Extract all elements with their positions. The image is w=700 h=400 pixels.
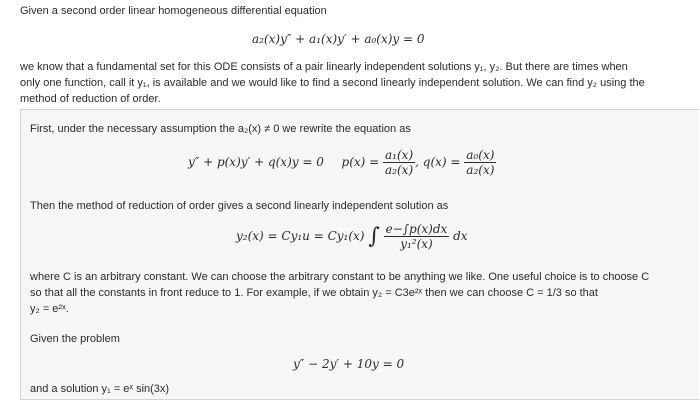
q-numerator: a₀(x) — [466, 148, 495, 162]
rewritten-lhs: y″ + p(x)y′ + q(x)y = 0 — [188, 155, 324, 169]
intro-heading: Given a second order linear homogeneous differential equation — [20, 5, 327, 17]
y2-denominator: y₁²(x) — [400, 237, 433, 251]
intro-paragraph-line-3: method of reduction of order. — [20, 93, 161, 105]
y2-numerator: e−∫p(x)dx — [385, 222, 448, 236]
p-label: p(x) = — [341, 155, 380, 169]
p-fraction — [383, 148, 415, 177]
ode-equation: a₂(x)y″ + a₁(x)y′ + a₀(x)y = 0 — [252, 32, 425, 46]
y2-formula — [236, 222, 468, 251]
q-denominator: a₂(x) — [466, 163, 495, 177]
problem-equation: y″ − 2y′ + 10y = 0 — [293, 357, 405, 371]
integral-sign: ∫ — [368, 224, 380, 249]
y2-fraction — [384, 222, 450, 251]
p-numerator: a₁(x) — [385, 148, 414, 162]
given-problem-label: Given the problem — [30, 333, 120, 345]
p-denominator: a₂(x) — [385, 163, 414, 177]
where-line-2: so that all the constants in front reduce to 1. For example, if we obtain y₂ = C3e²ˣ then we can choose C = 1/3 so that — [30, 287, 598, 299]
rewritten-equation: y″ + p(x)y′ + q(x)y = 0 p(x) = $\frac{\text{a₁(x)}}{\text{a₂(x)}}$ , q(x) = $\frac{\text{a₀(x)}}{\text{a₂(x)}}$ — [188, 148, 495, 177]
intro-paragraph-line-1: we know that a fundamental set for this ODE consists of a pair linearly independent solutions y₁, y₂. But there are times when — [20, 61, 628, 73]
y2-dx: dx — [453, 229, 468, 243]
intro-paragraph-line-2: only one function, call it y₁, is available and we would like to find a second linearly independent solution. We can find y₂ using the — [20, 77, 645, 89]
q-fraction — [464, 148, 496, 177]
where-line-3: y₂ = e²ˣ. — [30, 303, 69, 315]
intro-section — [0, 0, 700, 109]
assumption-text: First, under the necessary assumption the a₂(x) ≠ 0 we rewrite the equation as — [30, 123, 411, 135]
q-label: q(x) = — [422, 155, 461, 169]
where-line-1: where C is an arbitrary constant. We can choose the arbitrary constant to be anything we like. One useful choice is to choose C — [30, 271, 650, 283]
y2-lhs: y₂(x) = Cy₁u = Cy₁(x) — [236, 229, 365, 243]
given-solution-line: and a solution y₁ = eˣ sin(3x) — [30, 383, 170, 395]
method-intro-text: Then the method of reduction of order gives a second linearly independent solution as — [30, 200, 449, 212]
